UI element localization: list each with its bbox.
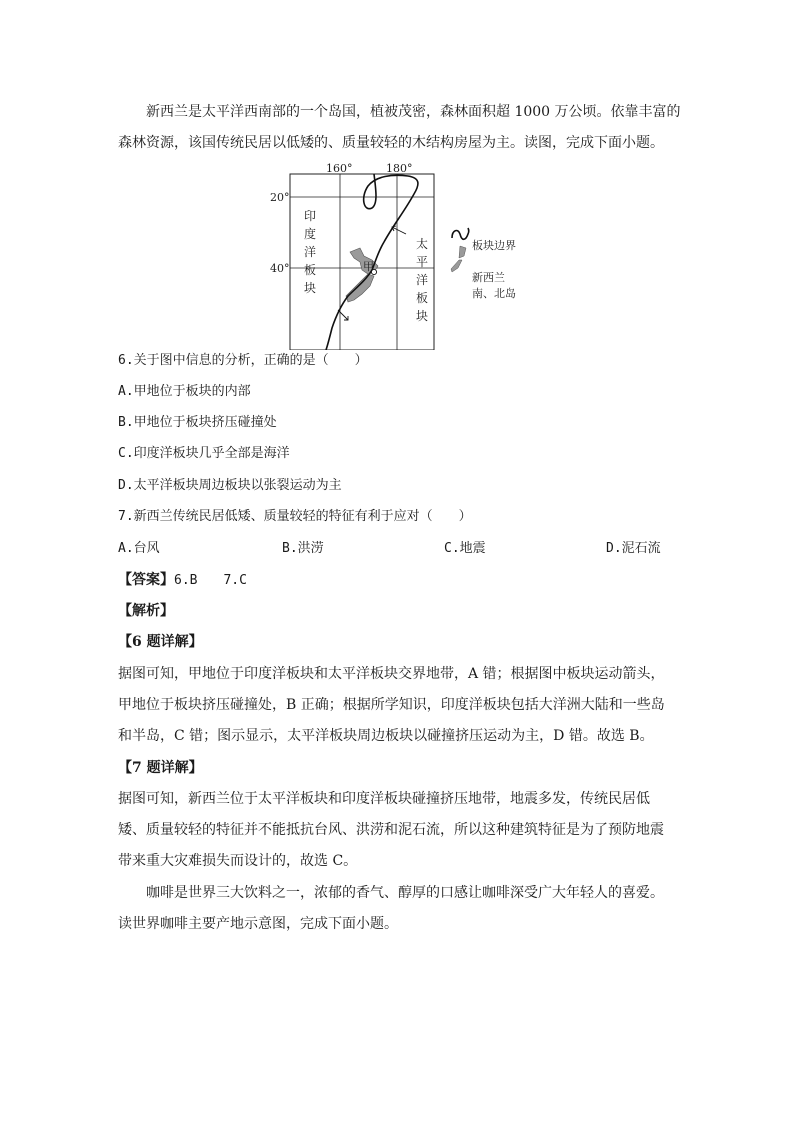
south-island-shape bbox=[346, 274, 374, 302]
pacific-plate-char-1: 太 bbox=[416, 237, 429, 251]
detail-6-line-2: 甲地位于板块挤压碰撞处，B 正确；根据所学知识，印度洋板块包括大洋洲大陆和一些岛 bbox=[118, 697, 665, 713]
indian-plate-char-5: 块 bbox=[304, 281, 317, 295]
point-jia-label: 甲 bbox=[363, 260, 374, 273]
detail-7-label: 【7 题详解】 bbox=[118, 760, 203, 776]
q6-stem: 6.关于图中信息的分析，正确的是（ ） bbox=[118, 353, 368, 368]
legend-north-island-symbol bbox=[459, 246, 466, 258]
q7-stem: 7.新西兰传统民居低矮、质量较轻的特征有利于应对（ ） bbox=[118, 509, 472, 524]
lon-160-label: 160° bbox=[326, 162, 353, 175]
indian-plate-char-3: 洋 bbox=[304, 245, 317, 259]
answer-value: 6.B 7.C bbox=[174, 573, 247, 588]
q7-option-a: A.台风 bbox=[118, 541, 160, 556]
intro-line-2: 森林资源，该国传统民居以低矮的、质量较轻的木结构房屋为主。读图，完成下面小题。 bbox=[118, 135, 664, 151]
detail-6-label: 【6 题详解】 bbox=[118, 634, 203, 650]
q6-option-d: D.太平洋板块周边板块以张裂运动为主 bbox=[118, 478, 342, 493]
q6-option-b: B.甲地位于板块挤压碰撞处 bbox=[118, 415, 277, 430]
lat-20-label: 20° bbox=[270, 191, 290, 204]
pacific-plate-char-3: 洋 bbox=[416, 273, 429, 287]
lat-40-label: 40° bbox=[270, 262, 290, 275]
q7-option-d: D.泥石流 bbox=[606, 541, 661, 556]
indian-plate-char-4: 板 bbox=[304, 263, 317, 277]
detail-7-line-1: 据图可知，新西兰位于太平洋板块和印度洋板块碰撞挤压地带，地震多发，传统民居低 bbox=[118, 791, 650, 807]
detail-6-line-1: 据图可知，甲地位于印度洋板块和太平洋板块交界地带，A 错；根据图中板块运动箭头， bbox=[118, 666, 665, 682]
legend-boundary-symbol bbox=[452, 228, 469, 239]
q6-option-c: C.印度洋板块几乎全部是海洋 bbox=[118, 446, 290, 461]
coffee-intro-line-1: 咖啡是世界三大饮料之一，浓郁的香气、醇厚的口感让咖啡深受广大年轻人的喜爱。 bbox=[146, 885, 664, 901]
pacific-plate-char-4: 板 bbox=[416, 291, 429, 305]
detail-7-line-2: 矮、质量较轻的特征并不能抵抗台风、洪涝和泥石流，所以这种建筑特征是为了预防地震 bbox=[118, 822, 664, 838]
plate-boundary-map bbox=[268, 160, 530, 350]
lon-180-label: 180° bbox=[386, 162, 413, 175]
indian-plate-char-2: 度 bbox=[304, 227, 317, 241]
q7-option-b: B.洪涝 bbox=[282, 541, 324, 556]
answer-label: 【答案】 bbox=[118, 572, 174, 588]
indian-plate-char-1: 印 bbox=[304, 209, 317, 223]
answer-line bbox=[118, 570, 678, 591]
pacific-plate-char-2: 平 bbox=[416, 255, 429, 269]
detail-7-line-3: 带来重大灾难损失而设计的，故选 C。 bbox=[118, 853, 358, 869]
q7-option-c: C.地震 bbox=[444, 541, 486, 556]
q6-option-a: A.甲地位于板块的内部 bbox=[118, 384, 251, 399]
indian-plate-arrow bbox=[338, 310, 348, 320]
pacific-plate-char-5: 块 bbox=[416, 309, 429, 323]
analysis-label: 【解析】 bbox=[118, 603, 174, 619]
coffee-intro-line-2: 读世界咖啡主要产地示意图，完成下面小题。 bbox=[118, 916, 398, 932]
legend-islands-label-1: 新西兰 bbox=[472, 271, 505, 284]
legend-south-island-symbol bbox=[451, 260, 462, 272]
legend-islands-label-2: 南、北岛 bbox=[472, 287, 516, 300]
detail-6-line-3: 和半岛，C 错；图示显示，太平洋板块周边板块以碰撞挤压运动为主，D 错。故选 B。 bbox=[118, 728, 654, 744]
legend-boundary-label: 板块边界 bbox=[472, 239, 516, 252]
intro-line-1: 新西兰是太平洋西南部的一个岛国，植被茂密，森林面积超 1000 万公顷。依靠丰富的 bbox=[146, 104, 681, 120]
